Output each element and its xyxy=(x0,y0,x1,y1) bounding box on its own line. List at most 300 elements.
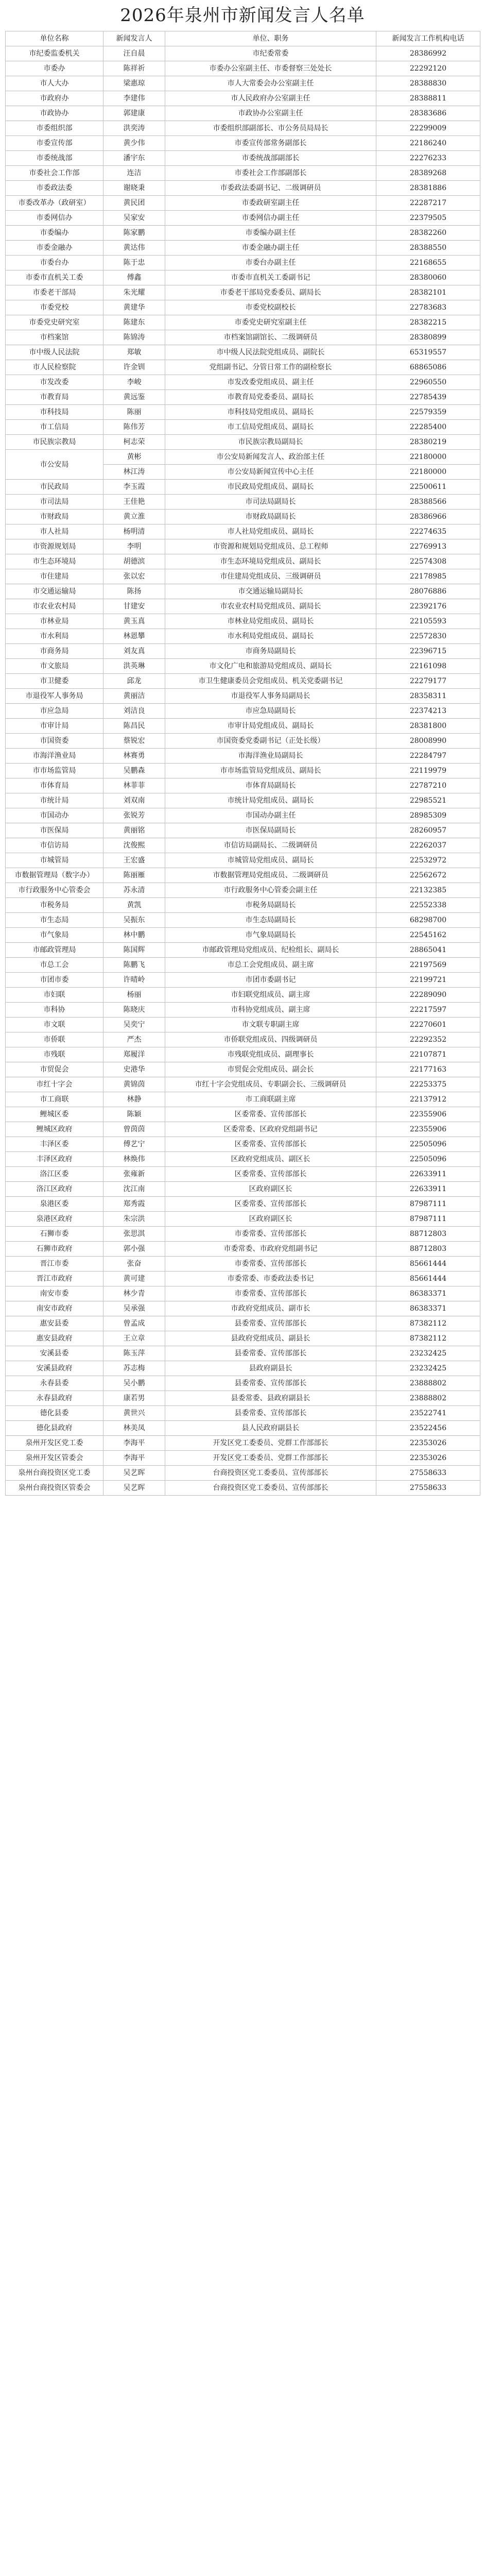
cell-phone: 23232425 xyxy=(376,1361,480,1376)
table-row xyxy=(6,330,480,345)
table-row xyxy=(6,1003,480,1018)
table-row xyxy=(6,450,480,465)
cell-phone: 22177163 xyxy=(376,1062,480,1077)
cell-position: 县人民政府副县长 xyxy=(165,1421,376,1436)
cell-spokesperson: 王宏盛 xyxy=(103,853,165,868)
cell-position: 市政府党组成员、副市长 xyxy=(165,1301,376,1316)
table-row xyxy=(6,420,480,435)
cell-unit: 市文联 xyxy=(6,1018,103,1032)
cell-phone: 68298700 xyxy=(376,913,480,928)
cell-phone: 22279177 xyxy=(376,674,480,689)
table-row xyxy=(6,749,480,764)
table-row xyxy=(6,719,480,734)
cell-unit: 市委市直机关工委 xyxy=(6,270,103,285)
cell-phone: 22500611 xyxy=(376,480,480,495)
cell-phone: 22574308 xyxy=(376,554,480,569)
cell-spokesperson: 曾孟成 xyxy=(103,1316,165,1331)
cell-phone: 22633911 xyxy=(376,1167,480,1182)
cell-spokesperson: 黄立淮 xyxy=(103,510,165,524)
cell-phone: 22545162 xyxy=(376,928,480,943)
cell-phone: 86383371 xyxy=(376,1301,480,1316)
cell-phone: 22217597 xyxy=(376,1003,480,1018)
cell-phone: 22262037 xyxy=(376,838,480,853)
cell-position: 区委常委、宣传部部长 xyxy=(165,1197,376,1212)
cell-unit: 安溪县委 xyxy=(6,1346,103,1361)
cell-phone: 28076886 xyxy=(376,584,480,599)
cell-position: 市生态环境局党组成员、副局长 xyxy=(165,554,376,569)
cell-unit: 市医保局 xyxy=(6,823,103,838)
cell-position: 市委常委、市政府党组副书记 xyxy=(165,1242,376,1257)
cell-position: 县委常委、县政府副县长 xyxy=(165,1391,376,1406)
cell-phone: 22253375 xyxy=(376,1077,480,1092)
cell-unit: 市发改委 xyxy=(6,375,103,390)
cell-spokesperson: 黄玉真 xyxy=(103,614,165,629)
table-row xyxy=(6,554,480,569)
table-row xyxy=(6,1197,480,1212)
cell-spokesperson: 陈丽雁 xyxy=(103,868,165,883)
table-row xyxy=(6,838,480,853)
table-row xyxy=(6,315,480,330)
cell-spokesperson: 吴艺晖 xyxy=(103,1481,165,1496)
cell-position: 区政府副区长 xyxy=(165,1182,376,1197)
cell-unit: 市卫健委 xyxy=(6,674,103,689)
table-row xyxy=(6,241,480,256)
cell-phone: 28388550 xyxy=(376,241,480,256)
table-row xyxy=(6,823,480,838)
cell-position: 市国动办副主任 xyxy=(165,808,376,823)
cell-spokesperson: 胡德滨 xyxy=(103,554,165,569)
cell-spokesperson: 梁惠琼 xyxy=(103,76,165,91)
cell-spokesperson: 康若男 xyxy=(103,1391,165,1406)
table-row xyxy=(6,61,480,76)
cell-unit: 安溪县政府 xyxy=(6,1361,103,1376)
cell-spokesperson: 张锐芳 xyxy=(103,808,165,823)
cell-unit: 丰泽区委 xyxy=(6,1137,103,1152)
cell-unit: 洛江区政府 xyxy=(6,1182,103,1197)
table-row xyxy=(6,151,480,166)
cell-phone: 28386992 xyxy=(376,46,480,61)
column-header-phone: 新闻发言工作机构电话 xyxy=(376,31,480,46)
cell-spokesperson: 郭小强 xyxy=(103,1242,165,1257)
cell-unit: 市数据管理局（数字办） xyxy=(6,868,103,883)
cell-phone: 28388830 xyxy=(376,76,480,91)
cell-spokesperson: 陈昌民 xyxy=(103,719,165,734)
cell-phone: 22769913 xyxy=(376,539,480,554)
cell-unit: 市气象局 xyxy=(6,928,103,943)
cell-unit: 泉州开发区党工委 xyxy=(6,1436,103,1451)
cell-unit: 市政府办 xyxy=(6,91,103,106)
cell-unit: 鲤城区委 xyxy=(6,1107,103,1122)
cell-phone: 22132385 xyxy=(376,883,480,898)
cell-spokesperson: 黄丽铭 xyxy=(103,823,165,838)
cell-spokesperson: 张以宏 xyxy=(103,569,165,584)
cell-unit: 市审计局 xyxy=(6,719,103,734)
table-row xyxy=(6,375,480,390)
cell-spokesperson: 刘洁良 xyxy=(103,704,165,719)
cell-position: 市人民政府办公室副主任 xyxy=(165,91,376,106)
cell-position: 市委组织部副部长、市公务员局局长 xyxy=(165,121,376,136)
cell-position: 市人社局党组成员、副局长 xyxy=(165,524,376,539)
table-row xyxy=(6,1421,480,1436)
cell-unit: 市林业局 xyxy=(6,614,103,629)
cell-unit: 泉州台商投资区管委会 xyxy=(6,1481,103,1496)
cell-phone: 87987111 xyxy=(376,1197,480,1212)
column-header-spokesperson: 新闻发言人 xyxy=(103,31,165,46)
cell-unit: 石狮市政府 xyxy=(6,1242,103,1257)
table-row xyxy=(6,1466,480,1481)
cell-phone: 22107871 xyxy=(376,1047,480,1062)
cell-phone: 28380219 xyxy=(376,435,480,450)
cell-spokesperson: 刘双南 xyxy=(103,793,165,808)
cell-phone: 22276233 xyxy=(376,151,480,166)
cell-position: 市审计局党组成员、副局长 xyxy=(165,719,376,734)
cell-spokesperson: 张思淇 xyxy=(103,1227,165,1242)
cell-phone: 22396715 xyxy=(376,644,480,659)
cell-position: 市气象局副局长 xyxy=(165,928,376,943)
cell-spokesperson: 许晴岭 xyxy=(103,973,165,988)
cell-phone: 22572830 xyxy=(376,629,480,644)
cell-phone: 65319557 xyxy=(376,345,480,360)
cell-unit: 德化县委 xyxy=(6,1406,103,1421)
cell-spokesperson: 郭建康 xyxy=(103,106,165,121)
table-row xyxy=(6,524,480,539)
cell-spokesperson: 陈锦涛 xyxy=(103,330,165,345)
table-row xyxy=(6,1077,480,1092)
cell-unit: 市委社会工作部 xyxy=(6,166,103,181)
cell-unit: 市委办 xyxy=(6,61,103,76)
cell-phone: 22287217 xyxy=(376,196,480,211)
cell-unit: 市委统战部 xyxy=(6,151,103,166)
table-row xyxy=(6,1361,480,1376)
cell-spokesperson: 张奋 xyxy=(103,1257,165,1272)
cell-unit: 市委党校 xyxy=(6,300,103,315)
cell-position: 市委常委、宣传部部长 xyxy=(165,1227,376,1242)
cell-phone: 22197569 xyxy=(376,958,480,973)
cell-spokesperson: 陈扬 xyxy=(103,584,165,599)
cell-unit: 市贸促会 xyxy=(6,1062,103,1077)
cell-phone: 28389268 xyxy=(376,166,480,181)
table-row xyxy=(6,913,480,928)
cell-spokesperson: 柯志荣 xyxy=(103,435,165,450)
document-title: 2026年泉州市新闻发言人名单 xyxy=(120,5,365,26)
cell-position: 市纪委常委 xyxy=(165,46,376,61)
cell-phone: 28388811 xyxy=(376,91,480,106)
cell-phone: 23522741 xyxy=(376,1406,480,1421)
cell-spokesperson: 陈伟芳 xyxy=(103,420,165,435)
cell-position: 县委常委、宣传部部长 xyxy=(165,1376,376,1391)
cell-spokesperson: 连洁 xyxy=(103,166,165,181)
cell-phone: 28380899 xyxy=(376,330,480,345)
cell-position: 市文联专职副主席 xyxy=(165,1018,376,1032)
table-row xyxy=(6,1182,480,1197)
cell-unit: 市残联 xyxy=(6,1047,103,1062)
cell-spokesperson: 沈俊熙 xyxy=(103,838,165,853)
cell-phone: 87382112 xyxy=(376,1331,480,1346)
cell-spokesperson: 吴承强 xyxy=(103,1301,165,1316)
table-row xyxy=(6,360,480,375)
cell-spokesperson: 王立章 xyxy=(103,1331,165,1346)
cell-position: 市交通运输局副局长 xyxy=(165,584,376,599)
cell-position: 市人大常委会办公室副主任 xyxy=(165,76,376,91)
cell-phone: 22532972 xyxy=(376,853,480,868)
cell-phone: 28380060 xyxy=(376,270,480,285)
table-row xyxy=(6,1137,480,1152)
table-row xyxy=(6,226,480,241)
cell-spokesperson: 朱宗洪 xyxy=(103,1212,165,1227)
cell-phone: 23232425 xyxy=(376,1346,480,1361)
cell-position: 市水利局党组成员、副局长 xyxy=(165,629,376,644)
cell-position: 市行政服务中心管委会副主任 xyxy=(165,883,376,898)
table-row xyxy=(6,405,480,420)
cell-phone: 22552338 xyxy=(376,898,480,913)
cell-phone: 28358311 xyxy=(376,689,480,704)
cell-position: 市档案馆副馆长、二级调研员 xyxy=(165,330,376,345)
table-row xyxy=(6,584,480,599)
cell-phone: 28382260 xyxy=(376,226,480,241)
table-row xyxy=(6,1406,480,1421)
cell-phone: 22119979 xyxy=(376,764,480,778)
cell-position: 党组副书记、分管日常工作的副检察长 xyxy=(165,360,376,375)
cell-phone: 22985521 xyxy=(376,793,480,808)
cell-spokesperson: 黄丽洁 xyxy=(103,689,165,704)
cell-unit: 市公安局 xyxy=(6,450,103,480)
cell-unit: 市国资委 xyxy=(6,734,103,749)
cell-phone: 22355906 xyxy=(376,1122,480,1137)
table-row xyxy=(6,1062,480,1077)
cell-phone: 22137912 xyxy=(376,1092,480,1107)
cell-position: 市医保局副局长 xyxy=(165,823,376,838)
table-row xyxy=(6,76,480,91)
cell-unit: 丰泽区政府 xyxy=(6,1152,103,1167)
cell-spokesperson: 陈祥祈 xyxy=(103,61,165,76)
cell-spokesperson: 吴小鹏 xyxy=(103,1376,165,1391)
table-row xyxy=(6,1122,480,1137)
cell-spokesperson: 史港华 xyxy=(103,1062,165,1077)
cell-position: 市委社会工作部副部长 xyxy=(165,166,376,181)
table-row xyxy=(6,480,480,495)
cell-spokesperson: 潘宇东 xyxy=(103,151,165,166)
cell-spokesperson: 朱光耀 xyxy=(103,285,165,300)
table-row xyxy=(6,1391,480,1406)
table-row xyxy=(6,1481,480,1496)
cell-phone: 22292120 xyxy=(376,61,480,76)
cell-phone: 22355906 xyxy=(376,1107,480,1122)
cell-spokesperson: 邱龙 xyxy=(103,674,165,689)
table-row xyxy=(6,629,480,644)
cell-phone: 28383686 xyxy=(376,106,480,121)
cell-phone: 22161098 xyxy=(376,659,480,674)
cell-spokesperson: 黄世兴 xyxy=(103,1406,165,1421)
cell-phone: 22299009 xyxy=(376,121,480,136)
cell-position: 市政协办公室副主任 xyxy=(165,106,376,121)
cell-position: 市体育局副局长 xyxy=(165,778,376,793)
cell-position: 市残联党组成员、副理事长 xyxy=(165,1047,376,1062)
cell-spokesperson: 林中鹏 xyxy=(103,928,165,943)
cell-unit: 市委改革办（政研室） xyxy=(6,196,103,211)
cell-spokesperson: 张雍新 xyxy=(103,1167,165,1182)
cell-phone: 22353026 xyxy=(376,1436,480,1451)
cell-spokesperson: 傅鑫 xyxy=(103,270,165,285)
cell-spokesperson: 陈国辉 xyxy=(103,943,165,958)
cell-phone: 22392176 xyxy=(376,599,480,614)
cell-position: 市侨联党组成员、四级调研员 xyxy=(165,1032,376,1047)
cell-unit: 晋江市委 xyxy=(6,1257,103,1272)
cell-position: 县政府党组成员、副县长 xyxy=(165,1331,376,1346)
table-row xyxy=(6,1032,480,1047)
cell-position: 区委常委、宣传部部长 xyxy=(165,1107,376,1122)
table-row xyxy=(6,91,480,106)
cell-position: 市海洋渔业局副局长 xyxy=(165,749,376,764)
cell-spokesperson: 李海平 xyxy=(103,1436,165,1451)
table-row xyxy=(6,973,480,988)
cell-position: 县委常委、宣传部部长 xyxy=(165,1406,376,1421)
cell-unit: 市市场监管局 xyxy=(6,764,103,778)
table-row xyxy=(6,1047,480,1062)
cell-spokesperson: 陈颖 xyxy=(103,1107,165,1122)
cell-position: 市城管局党组成员、副局长 xyxy=(165,853,376,868)
cell-unit: 市科协 xyxy=(6,1003,103,1018)
cell-unit: 市委网信办 xyxy=(6,211,103,226)
cell-phone: 22292352 xyxy=(376,1032,480,1047)
cell-position: 市委宣传部常务副部长 xyxy=(165,136,376,151)
cell-spokesperson: 林静 xyxy=(103,1092,165,1107)
cell-position: 区政府副区长 xyxy=(165,1212,376,1227)
cell-spokesperson: 王佳艳 xyxy=(103,495,165,510)
cell-spokesperson: 李峻 xyxy=(103,375,165,390)
cell-unit: 晋江市政府 xyxy=(6,1272,103,1286)
cell-phone: 28865041 xyxy=(376,943,480,958)
cell-position: 市委办公室副主任、市委督察三处处长 xyxy=(165,61,376,76)
cell-phone: 22633911 xyxy=(376,1182,480,1197)
cell-unit: 市委政法委 xyxy=(6,181,103,196)
cell-position: 市民政局党组成员、副局长 xyxy=(165,480,376,495)
cell-unit: 市文旅局 xyxy=(6,659,103,674)
table-row xyxy=(6,659,480,674)
cell-position: 市委政法委副书记、二级调研员 xyxy=(165,181,376,196)
table-row xyxy=(6,853,480,868)
cell-position: 市林业局党组成员、副局长 xyxy=(165,614,376,629)
cell-unit: 市侨联 xyxy=(6,1032,103,1047)
table-body xyxy=(6,46,480,1496)
cell-unit: 市委党史研究室 xyxy=(6,315,103,330)
cell-phone: 87382112 xyxy=(376,1316,480,1331)
cell-phone: 27558633 xyxy=(376,1481,480,1496)
table-row xyxy=(6,300,480,315)
cell-phone: 22186240 xyxy=(376,136,480,151)
cell-spokesperson: 洪奕涛 xyxy=(103,121,165,136)
cell-phone: 22168655 xyxy=(376,256,480,270)
table-row xyxy=(6,778,480,793)
cell-phone: 22178985 xyxy=(376,569,480,584)
cell-position: 市卫生健康委员会党组成员、机关党委副书记 xyxy=(165,674,376,689)
cell-unit: 泉港区政府 xyxy=(6,1212,103,1227)
table-row xyxy=(6,1331,480,1346)
cell-spokesperson: 林江涛 xyxy=(103,465,165,480)
cell-position: 市民族宗教局副局长 xyxy=(165,435,376,450)
cell-unit: 市行政服务中心管委会 xyxy=(6,883,103,898)
column-header-position: 单位、职务 xyxy=(165,31,376,46)
cell-unit: 市民族宗教局 xyxy=(6,435,103,450)
table-row xyxy=(6,704,480,719)
table-row xyxy=(6,1451,480,1466)
cell-spokesperson: 李明 xyxy=(103,539,165,554)
cell-spokesperson: 黄建华 xyxy=(103,300,165,315)
cell-position: 市税务局副局长 xyxy=(165,898,376,913)
cell-position: 市委党史研究室副主任 xyxy=(165,315,376,330)
table-row xyxy=(6,1092,480,1107)
cell-position: 市农业农村局党组成员、副局长 xyxy=(165,599,376,614)
cell-phone: 88712803 xyxy=(376,1242,480,1257)
cell-spokesperson: 黄凯 xyxy=(103,898,165,913)
cell-spokesperson: 陈玉萍 xyxy=(103,1346,165,1361)
table-row xyxy=(6,734,480,749)
table-row xyxy=(6,1152,480,1167)
cell-phone: 22960550 xyxy=(376,375,480,390)
cell-unit: 市工信局 xyxy=(6,420,103,435)
table-row xyxy=(6,166,480,181)
cell-unit: 市水利局 xyxy=(6,629,103,644)
cell-unit: 市委宣传部 xyxy=(6,136,103,151)
table-row xyxy=(6,435,480,450)
table-row xyxy=(6,764,480,778)
cell-spokesperson: 汪自晨 xyxy=(103,46,165,61)
cell-position: 市公安局新闻发言人、政治部主任 xyxy=(165,450,376,465)
cell-unit: 市生态局 xyxy=(6,913,103,928)
cell-position: 市信访局副局长、二级调研员 xyxy=(165,838,376,853)
cell-position: 市委政研室副主任 xyxy=(165,196,376,211)
table-row xyxy=(6,106,480,121)
cell-spokesperson: 黄彬 xyxy=(103,450,165,465)
cell-unit: 市退役军人事务局 xyxy=(6,689,103,704)
cell-phone: 68865086 xyxy=(376,360,480,375)
table-row xyxy=(6,808,480,823)
cell-phone: 22505096 xyxy=(376,1152,480,1167)
table-row xyxy=(6,1301,480,1316)
cell-spokesperson: 李建伟 xyxy=(103,91,165,106)
cell-phone: 22270601 xyxy=(376,1018,480,1032)
cell-unit: 市团市委 xyxy=(6,973,103,988)
table-row xyxy=(6,256,480,270)
table-row xyxy=(6,928,480,943)
table-row xyxy=(6,868,480,883)
cell-spokesperson: 刘友真 xyxy=(103,644,165,659)
cell-position: 市科技局党组成员、副局长 xyxy=(165,405,376,420)
cell-position: 市市场监管局党组成员、副局长 xyxy=(165,764,376,778)
table-row xyxy=(6,943,480,958)
cell-spokesperson: 黄少伟 xyxy=(103,136,165,151)
cell-phone: 22289090 xyxy=(376,988,480,1003)
cell-unit: 市委老干部局 xyxy=(6,285,103,300)
cell-phone: 28008990 xyxy=(376,734,480,749)
cell-unit: 市红十字会 xyxy=(6,1077,103,1092)
cell-spokesperson: 黄远鉴 xyxy=(103,390,165,405)
cell-phone: 22180000 xyxy=(376,465,480,480)
cell-unit: 市司法局 xyxy=(6,495,103,510)
cell-unit: 市财政局 xyxy=(6,510,103,524)
cell-phone: 28381800 xyxy=(376,719,480,734)
cell-phone: 28260957 xyxy=(376,823,480,838)
cell-spokesperson: 杨明清 xyxy=(103,524,165,539)
cell-position: 市教育局党委委员、副局长 xyxy=(165,390,376,405)
cell-spokesperson: 陈于忠 xyxy=(103,256,165,270)
cell-position: 开发区党工委委员、党群工作部部长 xyxy=(165,1436,376,1451)
cell-spokesperson: 黄锦茵 xyxy=(103,1077,165,1092)
cell-position: 市科协党组成员、副主席 xyxy=(165,1003,376,1018)
table-row xyxy=(6,1242,480,1257)
cell-unit: 南安市政府 xyxy=(6,1301,103,1316)
cell-position: 市退役军人事务局副局长 xyxy=(165,689,376,704)
cell-position: 台商投资区党工委委员、宣传部部长 xyxy=(165,1466,376,1481)
